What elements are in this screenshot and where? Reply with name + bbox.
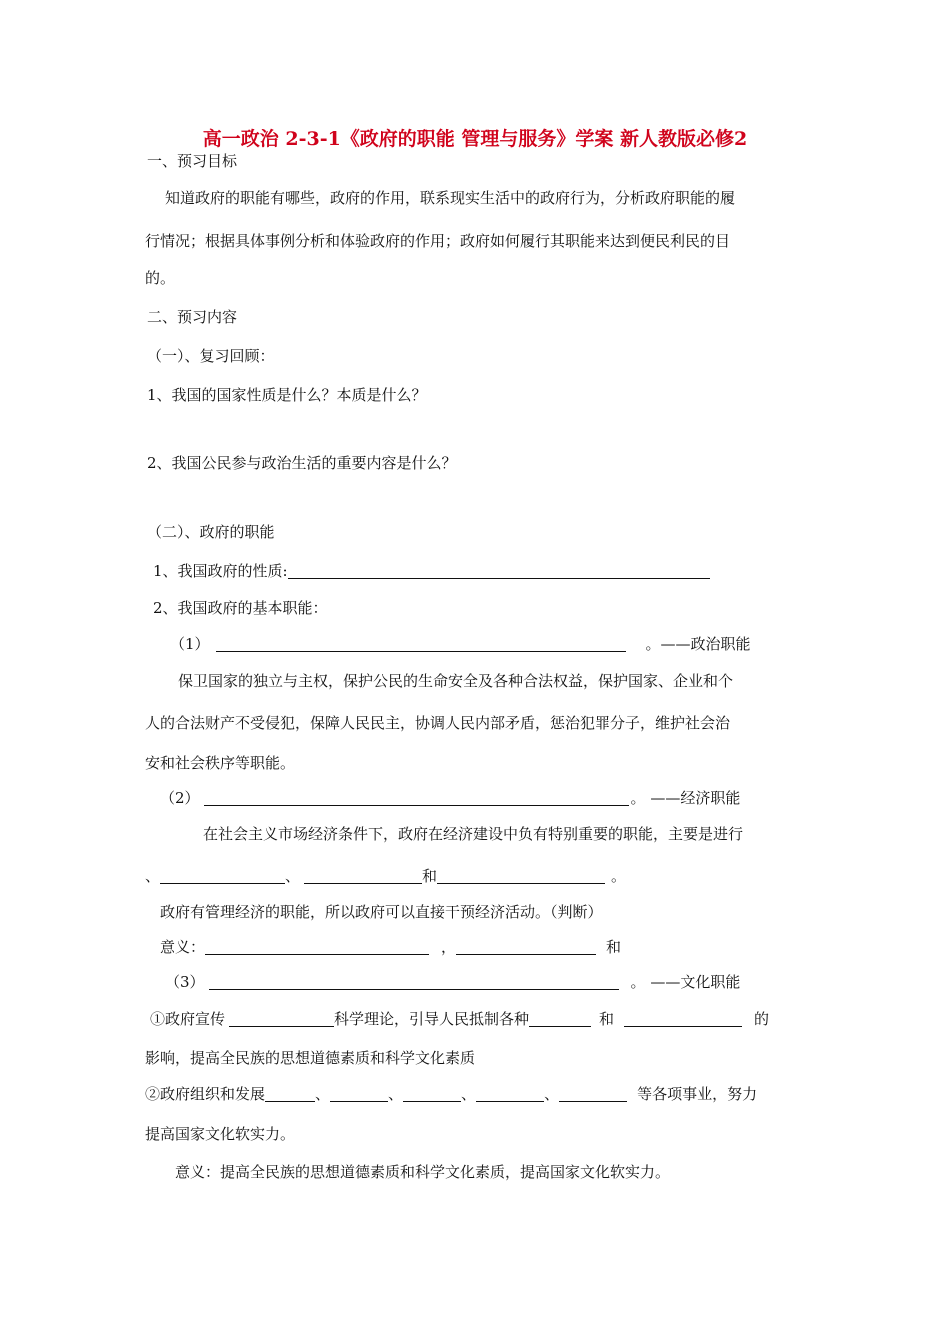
answer-blank[interactable] xyxy=(624,1011,742,1027)
punct: ， xyxy=(441,938,457,956)
answer-blank[interactable] xyxy=(529,1011,591,1027)
answer-blank[interactable] xyxy=(403,1086,461,1102)
function-tag: 。 ——文化职能 xyxy=(630,973,741,991)
function-tag: 。——政治职能 xyxy=(645,635,751,653)
section-2-heading: 二、预习内容 xyxy=(147,308,238,326)
item-text: 的 xyxy=(754,1010,770,1028)
punct: 、 xyxy=(315,1085,331,1103)
answer-blank[interactable] xyxy=(476,1086,544,1102)
answer-blank[interactable] xyxy=(559,1086,627,1102)
conj: 和 xyxy=(606,938,622,956)
function-tag: 。 ——经济职能 xyxy=(630,789,741,807)
answer-blank[interactable] xyxy=(437,868,605,884)
section-1-heading: 一、预习目标 xyxy=(147,152,238,170)
answer-blank[interactable] xyxy=(209,974,619,990)
answer-blank[interactable] xyxy=(288,563,710,579)
meaning-label: 意义： xyxy=(160,938,206,956)
goal-line-3: 的。 xyxy=(145,269,176,287)
doc-title: 高一政治 2-3-1《政府的职能 管理与服务》学案 新人教版必修2 xyxy=(202,128,748,150)
punct: 、 xyxy=(145,867,161,885)
basic-functions-label: 2、我国政府的基本职能： xyxy=(153,599,328,617)
cultural-item-2-cont: 提高国家文化软实力。 xyxy=(145,1125,296,1143)
cultural-item-1 xyxy=(150,1009,769,1029)
economic-function-line xyxy=(160,788,740,808)
conj: 和 xyxy=(422,867,438,885)
punct: 、 xyxy=(285,867,301,885)
political-desc-3: 安和社会秩序等职能。 xyxy=(145,754,296,772)
economic-blanks-line xyxy=(145,866,626,886)
cultural-item-2 xyxy=(145,1084,757,1104)
functions-heading: （二）、政府的职能 xyxy=(147,523,275,541)
cultural-item-1-cont: 影响，提高全民族的思想道德素质和科学文化素质 xyxy=(145,1049,476,1067)
item-number: （1） xyxy=(170,635,210,653)
item-number: （3） xyxy=(165,973,205,991)
political-desc-2: 人的合法财产不受侵犯，保障人民民主，协调人民内部矛盾，惩治犯罪分子，维护社会治 xyxy=(145,714,731,732)
gov-nature-line xyxy=(153,561,710,581)
goal-line-2: 行情况；根据具体事例分析和体验政府的作用；政府如何履行其职能来达到便民利民的目 xyxy=(145,232,731,250)
answer-blank[interactable] xyxy=(304,868,422,884)
punct: 、 xyxy=(544,1085,560,1103)
item-number: （2） xyxy=(160,789,200,807)
cultural-function-line xyxy=(165,972,740,992)
answer-blank[interactable] xyxy=(265,1086,315,1102)
answer-blank[interactable] xyxy=(456,939,596,955)
item-text: ①政府宣传 xyxy=(150,1010,226,1028)
answer-blank[interactable] xyxy=(229,1011,334,1027)
punct: 、 xyxy=(388,1085,404,1103)
gov-nature-label: 1、我国政府的性质: xyxy=(153,562,288,580)
punct: 。 xyxy=(611,867,627,885)
conj: 和 xyxy=(599,1010,615,1028)
answer-blank[interactable] xyxy=(204,790,629,806)
answer-blank[interactable] xyxy=(216,636,626,652)
answer-blank[interactable] xyxy=(160,868,285,884)
judge-statement: 政府有管理经济的职能，所以政府可以直接干预经济活动。（判断） xyxy=(160,903,603,921)
answer-blank[interactable] xyxy=(330,1086,388,1102)
economic-desc-1: 在社会主义市场经济条件下，政府在经济建设中负有特别重要的职能，主要是进行 xyxy=(203,825,744,843)
economic-meaning-line xyxy=(160,937,621,957)
answer-blank[interactable] xyxy=(205,939,429,955)
political-function-line xyxy=(170,634,751,654)
punct: 、 xyxy=(461,1085,477,1103)
cultural-meaning: 意义：提高全民族的思想道德素质和科学文化素质，提高国家文化软实力。 xyxy=(175,1163,671,1181)
item-text: 科学理论，引导人民抵制各种 xyxy=(334,1010,530,1028)
goal-line-1: 知道政府的职能有哪些，政府的作用，联系现实生活中的政府行为，分析政府职能的履 xyxy=(165,189,736,207)
political-desc-1: 保卫国家的独立与主权，保护公民的生命安全及各种合法权益，保护国家、企业和个 xyxy=(178,672,734,690)
item-text: ②政府组织和发展 xyxy=(145,1085,266,1103)
review-heading: （一）、复习回顾： xyxy=(147,347,275,365)
question-1: 1、我国的国家性质是什么？本质是什么？ xyxy=(147,386,427,404)
item-text: 等各项事业，努力 xyxy=(637,1085,758,1103)
question-2: 2、我国公民参与政治生活的重要内容是什么？ xyxy=(147,454,457,472)
